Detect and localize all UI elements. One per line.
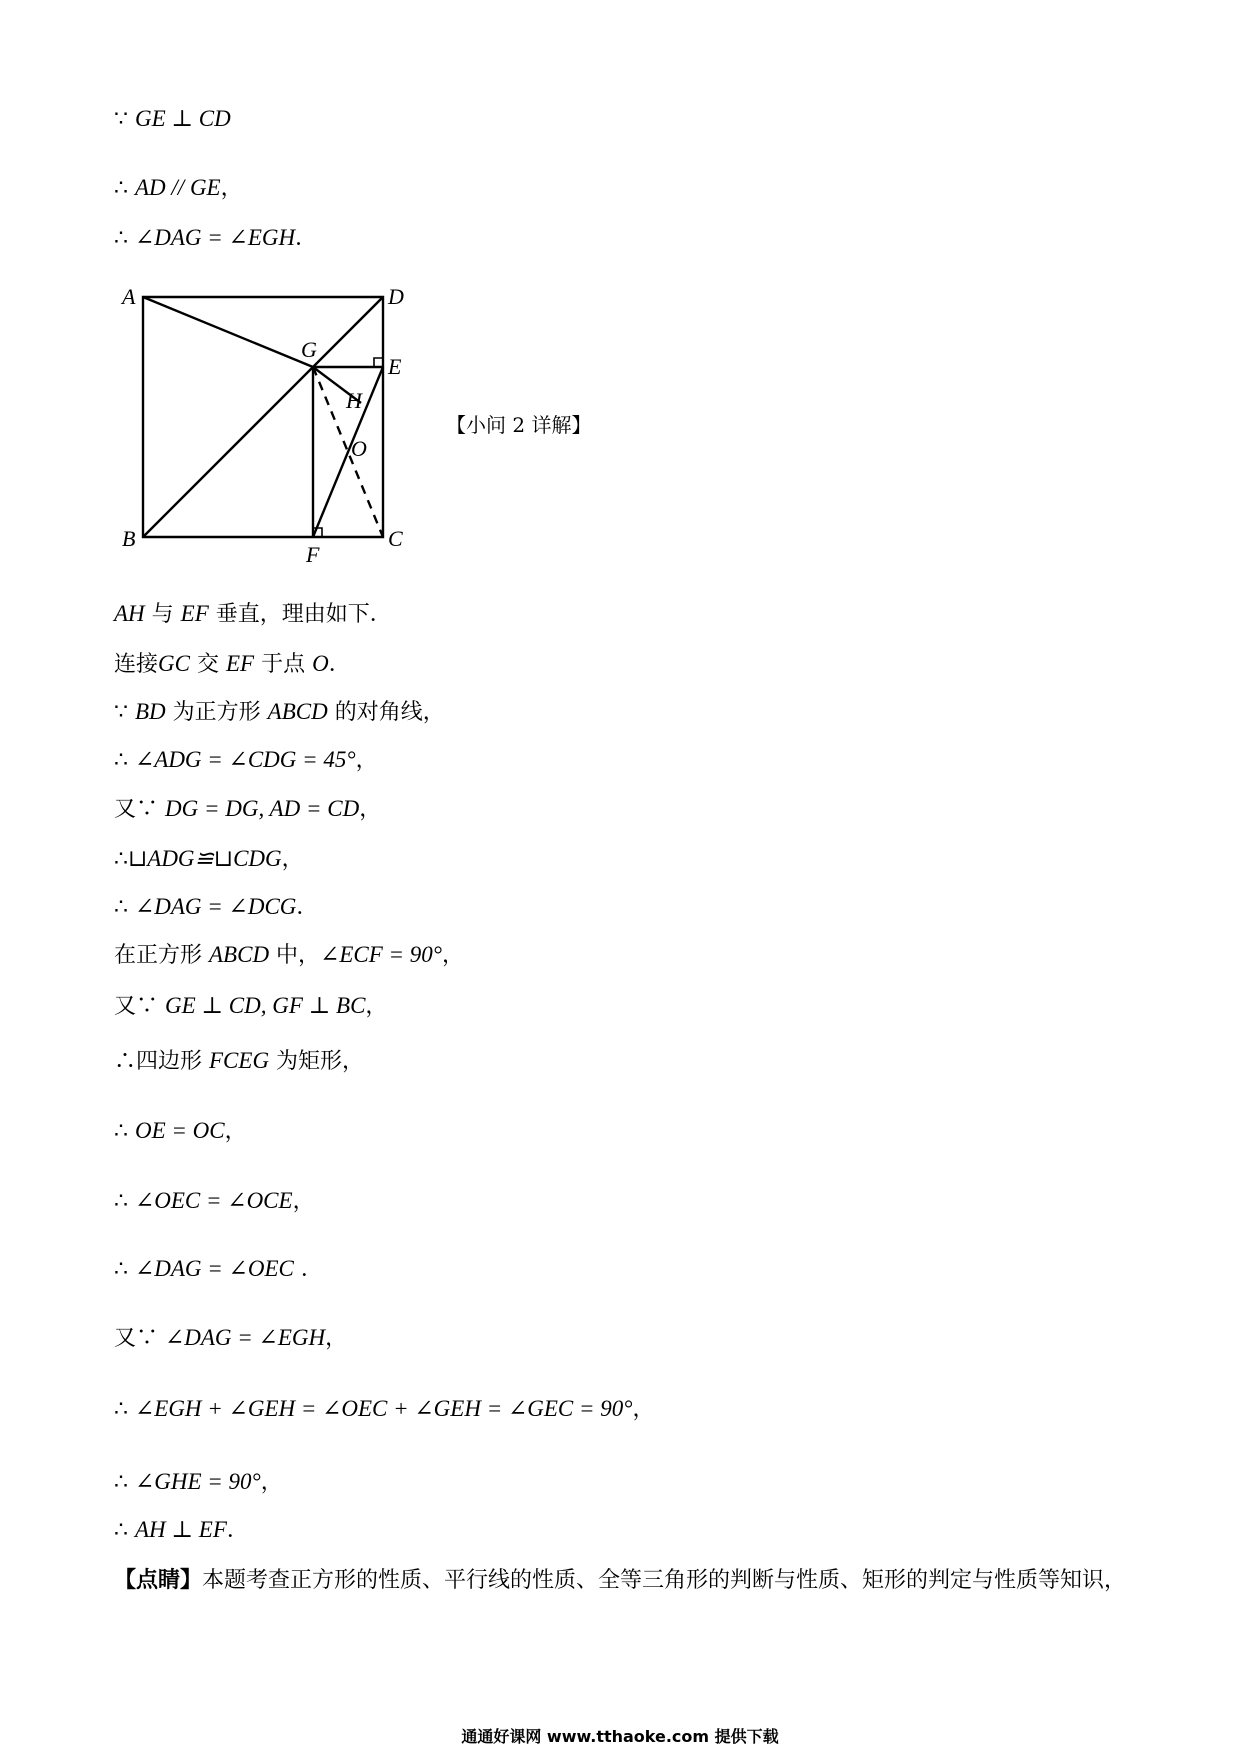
text-fragment: 连接 (114, 652, 159, 677)
math-expression: ∠EGH + ∠GEH = ∠OEC + ∠GEH = ∠GEC = 90° (135, 1396, 633, 1421)
text-fragment: ， (292, 1189, 315, 1214)
text-fragment: ∴ (114, 847, 128, 872)
text-fragment: ∴ (114, 1470, 135, 1495)
text-fragment: 在正方形 (114, 943, 209, 968)
math-expression: EF (225, 651, 255, 676)
text-fragment: ∴四边形 (114, 1049, 209, 1074)
text-fragment: ∴ (114, 1257, 135, 1282)
text-fragment: ， (355, 748, 378, 773)
math-expression: ∠GHE = 90° (135, 1469, 261, 1494)
text-fragment: ， (365, 994, 388, 1019)
text-fragment: ∴ (114, 1189, 135, 1214)
math-expression: FCEG (209, 1048, 270, 1073)
right-angle-mark-e (374, 358, 383, 367)
text-fragment: ∴ (114, 1518, 135, 1543)
line-angle-dag-egh (114, 224, 317, 253)
math-expression: ∠OEC = ∠OCE (135, 1188, 293, 1213)
math-expression: BD (135, 699, 166, 724)
text-fragment: 为矩形， (269, 1049, 365, 1074)
proof-line (114, 1395, 654, 1424)
math-expression: DG = DG, AD = CD (165, 796, 360, 821)
proof-line (114, 893, 318, 922)
text-fragment: ， (359, 797, 382, 822)
math-expression: AH ⊥ EF (135, 1517, 227, 1542)
text-fragment: ， (281, 847, 304, 872)
proof-line (114, 1255, 323, 1284)
proof-line (114, 1187, 315, 1216)
text-fragment: ∴ (114, 1397, 135, 1422)
label-g: G (301, 337, 317, 362)
section-heading-part-2: 【小问 2 详解】 (446, 413, 592, 437)
text-fragment: 又∵ (114, 797, 165, 822)
math-expression: ABCD (267, 699, 328, 724)
math-expression: ∠DAG = ∠OEC (135, 1256, 294, 1281)
label-d: D (388, 284, 404, 309)
math-expression: GE ⊥ CD (135, 106, 231, 131)
math-expression: ∠ECF = 90° (320, 942, 442, 967)
text-fragment: ， (442, 943, 465, 968)
text-fragment: ， (325, 1326, 348, 1351)
proof-line (114, 795, 381, 824)
proof-line (114, 1117, 247, 1146)
label-c: C (388, 526, 403, 551)
math-expression: AH (114, 601, 145, 626)
text-fragment: ∴ (114, 748, 135, 773)
proof-line (114, 650, 351, 679)
because-symbol: ∵ (114, 107, 135, 132)
proof-line (114, 1324, 347, 1353)
proof-line (114, 1468, 283, 1497)
text-fragment: 的对角线， (327, 700, 445, 725)
text-fragment: ． (226, 1518, 249, 1543)
label-b: B (122, 526, 136, 551)
proof-line (114, 1047, 364, 1076)
proof-line (114, 845, 304, 874)
math-expression: ABCD (209, 942, 270, 967)
text-fragment: ∴ (114, 895, 135, 920)
text-fragment: 又∵ (114, 994, 165, 1019)
text-fragment: 于点 (254, 652, 313, 677)
text-fragment: ． (328, 652, 351, 677)
text-fragment: 中， (269, 943, 321, 968)
comment-label: 【点睛】 (114, 1567, 203, 1593)
footer-source: 通通好课网 www.tthaoke.com 提供下载 (461, 1727, 779, 1746)
therefore-symbol: ∴ (114, 176, 135, 201)
punctuation: ， (220, 176, 243, 201)
label-e: E (388, 354, 402, 379)
text-fragment: 垂直，理由如下． (208, 602, 392, 627)
text-fragment: 交 (189, 652, 226, 677)
therefore-symbol: ∴ (114, 226, 135, 251)
math-expression: GE ⊥ CD, GF ⊥ BC (165, 993, 366, 1018)
math-expression: OE = OC (135, 1118, 225, 1143)
text-fragment: ， (224, 1119, 247, 1144)
diagonal-bd (143, 297, 383, 537)
text-fragment: ， (260, 1470, 283, 1495)
text-fragment: ， (632, 1397, 655, 1422)
label-a: A (122, 284, 136, 309)
text-fragment: ∵ (114, 700, 135, 725)
line-ad-parallel-ge (114, 174, 243, 203)
proof-line (114, 992, 387, 1021)
math-expression: AD // GE (135, 175, 221, 200)
math-expression: ∠DAG = ∠EGH (135, 225, 296, 250)
text-fragment: ． (296, 895, 319, 920)
text-fragment: ． (293, 1257, 323, 1282)
text-fragment: 又∵ (114, 1326, 165, 1351)
text-fragment: 为正方形 (165, 700, 268, 725)
punctuation: ． (295, 226, 318, 251)
proof-line (114, 1516, 249, 1545)
text-fragment: ∴ (114, 1119, 135, 1144)
math-expression: O (312, 651, 329, 676)
math-expression: EF (180, 601, 209, 626)
math-expression: ∠DAG = ∠EGH (165, 1325, 326, 1350)
comment-line (114, 1566, 1126, 1595)
text-fragment: 与 (144, 602, 181, 627)
comment-text: 本题考查正方形的性质、平行线的性质、全等三角形的判断与性质、矩形的判定与性质等知识， (202, 1568, 1127, 1593)
math-expression: ⊔ADG≌⊔CDG (128, 846, 282, 871)
line-ge-perp-cd (114, 105, 231, 134)
proof-line (114, 746, 378, 775)
math-expression: GC (158, 651, 190, 676)
proof-line (114, 600, 392, 629)
square-geometry-figure (118, 282, 418, 572)
proof-line (114, 698, 445, 727)
segment-ag (143, 297, 313, 367)
math-expression: ∠DAG = ∠DCG (135, 894, 297, 919)
label-f: F (306, 542, 320, 567)
label-h: H (346, 388, 362, 413)
proof-line (114, 941, 464, 970)
math-expression: ∠ADG = ∠CDG = 45° (135, 747, 356, 772)
label-o: O (351, 436, 367, 461)
